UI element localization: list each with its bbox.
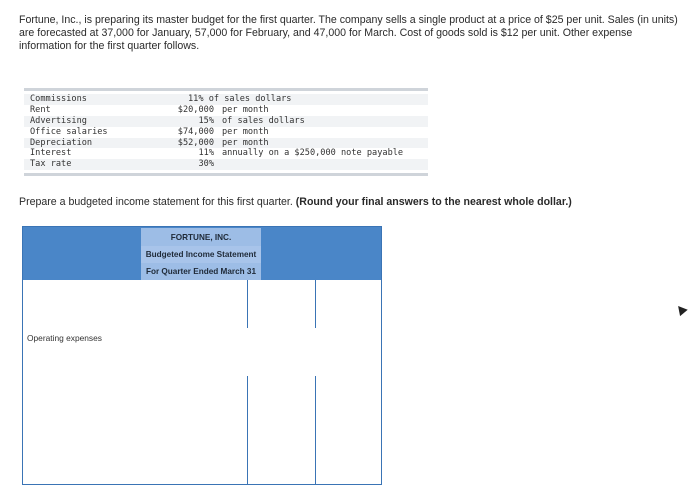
instruction-text [19,196,572,208]
expense-label: Advertising [30,115,87,126]
expense-desc: per month [222,126,269,137]
expense-amount-input[interactable] [248,392,316,408]
expense-amount-input[interactable] [248,424,316,440]
expense-amount-input[interactable] [248,456,316,472]
line-item-input[interactable] [23,440,248,456]
blank-cell [248,296,316,312]
expense-value: $52,000 [177,137,214,148]
expense-amount-input[interactable] [248,376,316,392]
expense-row-rent [24,105,428,116]
expense-row-tax-rate [24,159,428,170]
table-row [22,312,382,329]
statement-title: Budgeted Income Statement [141,246,261,263]
expense-value: 11% [198,148,214,159]
line-item-input[interactable] [23,472,248,484]
expense-label: Rent [30,104,51,115]
income-statement-form [22,226,382,486]
blank-cell [316,424,381,440]
statement-header [22,226,382,282]
problem-description: Fortune, Inc., is preparing its master budget for the first quarter. The company sells a single product at a price of $25 per unit. Sales (in units) are forecasted at 37,000 for January, 57,000 for February, and 47,000 for March. Cost of goods sold is $12 per unit. Other expense information for the first quarter follows. [19,14,678,52]
expense-label: Interest [30,148,72,159]
expense-desc: per month [222,137,269,148]
statement-period: For Quarter Ended March 31 [141,263,261,280]
operating-expenses-row [22,328,382,377]
expense-row-interest [24,148,428,159]
blank-cell [316,472,381,484]
line-item-input[interactable] [23,424,248,440]
blank-cell [248,312,316,328]
line-item-input[interactable] [23,296,248,312]
line-item-input[interactable] [23,280,248,296]
line-item-input[interactable] [23,392,248,408]
expense-desc: of sales dollars [222,115,305,126]
expense-value: 15% [198,115,214,126]
instruction-main: Prepare a budgeted income statement for this first quarter. [19,196,296,208]
operating-expenses-label: Operating expenses [27,333,102,343]
table-row [22,296,382,313]
mouse-cursor-icon [674,303,687,316]
expense-label: Office salaries [30,126,108,137]
expense-amount-input[interactable] [248,472,316,484]
expense-amount-input[interactable] [248,440,316,456]
table-row [22,392,382,409]
company-name: FORTUNE, INC. [141,228,261,246]
instruction-rounding: (Round your final answers to the nearest whole dollar.) [295,196,572,208]
expense-desc: annually on a $250,000 note payable [222,148,404,159]
table-row [22,472,382,485]
expense-value: $20,000 [177,104,214,115]
line-item-input[interactable] [23,456,248,472]
expense-value: $74,000 [177,126,214,137]
expense-label: Commissions [30,94,87,104]
blank-cell [316,392,381,408]
line-item-input[interactable] [23,376,248,392]
expense-amount-input[interactable] [248,408,316,424]
blank-cell [248,280,316,296]
expense-desc: per month [222,104,269,115]
expense-row-advertising [24,116,428,127]
table-row [22,408,382,425]
table-row [22,376,382,393]
expense-row-depreciation [24,138,428,149]
line-item-input[interactable] [23,408,248,424]
blank-cell [316,376,381,392]
expense-row-office-salaries [24,127,428,138]
expense-row-commissions [24,94,428,105]
amount-input[interactable] [316,296,381,312]
expense-label: Depreciation [30,137,93,148]
expense-desc: 11% of sales dollars [188,94,292,104]
expense-info-table [24,88,428,176]
blank-cell [316,456,381,472]
expense-value: 30% [198,159,214,170]
blank-cell [316,408,381,424]
table-row [22,280,382,297]
table-row [22,424,382,441]
table-row [22,456,382,473]
amount-input[interactable] [316,312,381,328]
amount-input[interactable] [316,280,381,296]
expense-label: Tax rate [30,159,72,170]
blank-cell [316,440,381,456]
line-item-input[interactable] [23,312,248,328]
table-row [22,440,382,457]
